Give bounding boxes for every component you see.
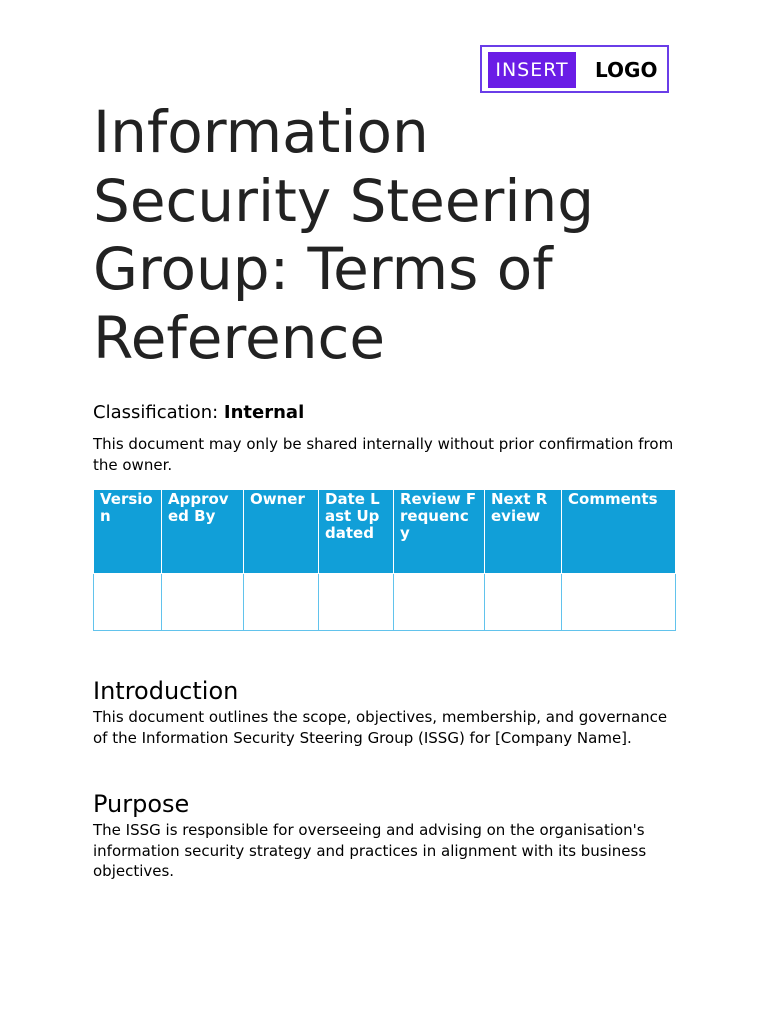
header-version: Version bbox=[94, 490, 162, 574]
cell-review-frequency[interactable] bbox=[394, 574, 485, 631]
classification-value: Internal bbox=[223, 402, 305, 423]
header-approved-by: Approved By bbox=[162, 490, 244, 574]
classification-line bbox=[93, 402, 304, 423]
introduction-heading: Introduction bbox=[93, 677, 239, 705]
header-owner: Owner bbox=[244, 490, 319, 574]
cell-comments[interactable] bbox=[562, 574, 676, 631]
document-title: Information Security Steering Group: Terms of Reference bbox=[93, 98, 595, 372]
header-review-frequency: Review Frequency bbox=[394, 490, 485, 574]
header-date-last-updated: Date Last Updated bbox=[319, 490, 394, 574]
header-next-review: Next Review bbox=[485, 490, 562, 574]
table-row bbox=[94, 574, 676, 631]
introduction-body: This document outlines the scope, objectives, membership, and governance of the Information Security Steering Group (ISSG) for [Company Name]. bbox=[93, 708, 668, 747]
sharing-notice: This document may only be shared internally without prior confirmation from the owner. bbox=[93, 435, 674, 474]
header-comments: Comments bbox=[562, 490, 676, 574]
logo-word-label: LOGO bbox=[595, 58, 658, 82]
cell-version[interactable] bbox=[94, 574, 162, 631]
purpose-heading: Purpose bbox=[93, 790, 190, 818]
logo-insert-label: INSERT bbox=[488, 52, 576, 88]
table-header-row bbox=[94, 490, 676, 574]
cell-next-review[interactable] bbox=[485, 574, 562, 631]
cell-approved-by[interactable] bbox=[162, 574, 244, 631]
version-control-table bbox=[93, 489, 676, 631]
classification-label: Classification: bbox=[93, 402, 219, 423]
cell-date-last-updated[interactable] bbox=[319, 574, 394, 631]
company-logo-placeholder bbox=[480, 45, 669, 93]
purpose-body: The ISSG is responsible for overseeing and advising on the organisation's information security strategy and practices in alignment with its business objectives. bbox=[93, 821, 647, 880]
cell-owner[interactable] bbox=[244, 574, 319, 631]
